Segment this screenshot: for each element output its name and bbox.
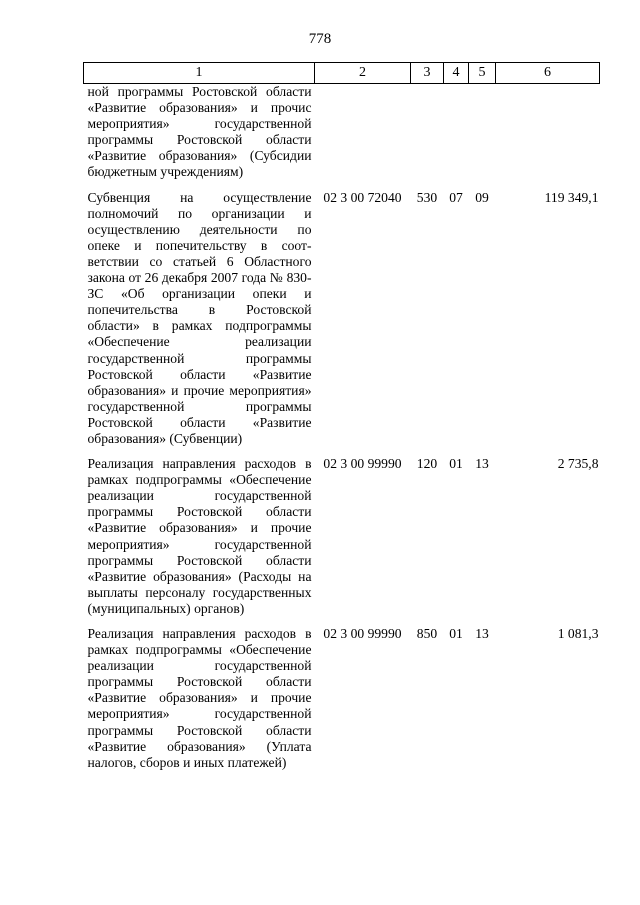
row-target-code: 02 3 00 99990: [323, 456, 402, 472]
row-section: 01: [449, 626, 463, 641]
row-amount: 2 735,8: [557, 456, 599, 472]
row-expense-type: 850: [416, 626, 438, 641]
row-target-code: 02 3 00 99990: [323, 626, 402, 641]
row-section: 01: [449, 456, 463, 472]
column-header-3: 3: [411, 63, 444, 84]
row-description: Реализация направления расходов в рамках подпрограммы «Обеспечение реализации государственной программы Ростовской области «Развитие образования» и прочие мероприятия» государственной программы Ростовской области «Развитие образования» (Расходы на выплаты персоналу государственных (муниципальных) органов): [87, 456, 312, 616]
row-target-code: [315, 84, 411, 181]
row-description: Реализация направления расходов в рамках подпрограммы «Обеспечение реализации государственной программы Ростовской области «Развитие образования» и прочие мероприятия» государственной программы Ростовской области «Развитие образования» (Уплата налогов, сборов и иных платежей): [87, 626, 312, 770]
row-subsection: 09: [475, 189, 489, 205]
row-description: Субвенция на осуществление полномочий по организации и осуществлению деятельности по опеке и попечительству в соответствии со статьей 6 Областного закона от 26 декабря 2007 года № 830-ЗС «Об организации опеки и попечительства в Ростовской области» в рамках подпрограммы «Обеспечение реализации государственной программы Ростовской области «Развитие образования» и прочие мероприятия» государственной программы Ростовской области «Развитие образования» (Субвенции): [87, 189, 312, 446]
row-target-code: 02 3 00 72040: [323, 189, 402, 205]
column-header-1: 1: [84, 63, 315, 84]
row-expense-type: 530: [416, 189, 438, 205]
row-subsection: 13: [475, 456, 489, 472]
column-header-5: 5: [469, 63, 496, 84]
table-row: [84, 181, 600, 448]
table-header-row: [84, 63, 600, 84]
column-header-4: 4: [444, 63, 469, 84]
row-subsection: [469, 84, 496, 181]
row-amount: [496, 84, 600, 181]
table-row: [84, 84, 600, 181]
row-section: [444, 84, 469, 181]
row-description: ной программы Ростовской области «Развитие образования» и прочис мероприятия» государственной программы Ростовской области «Развитие образования» (Субсидии бюджетным учреждениям): [87, 84, 312, 180]
row-amount: 1 081,3: [557, 626, 599, 641]
row-amount: 119 349,1: [544, 189, 599, 205]
row-expense-type: 120: [416, 456, 438, 472]
row-subsection: 13: [475, 626, 489, 641]
row-expense-type: [411, 84, 444, 181]
table-row: [84, 447, 600, 617]
column-header-6: 6: [496, 63, 600, 84]
table-row: [84, 617, 600, 771]
column-header-2: 2: [315, 63, 411, 84]
page-number: 778: [308, 31, 332, 47]
row-section: 07: [449, 189, 463, 205]
budget-table: [83, 62, 600, 771]
